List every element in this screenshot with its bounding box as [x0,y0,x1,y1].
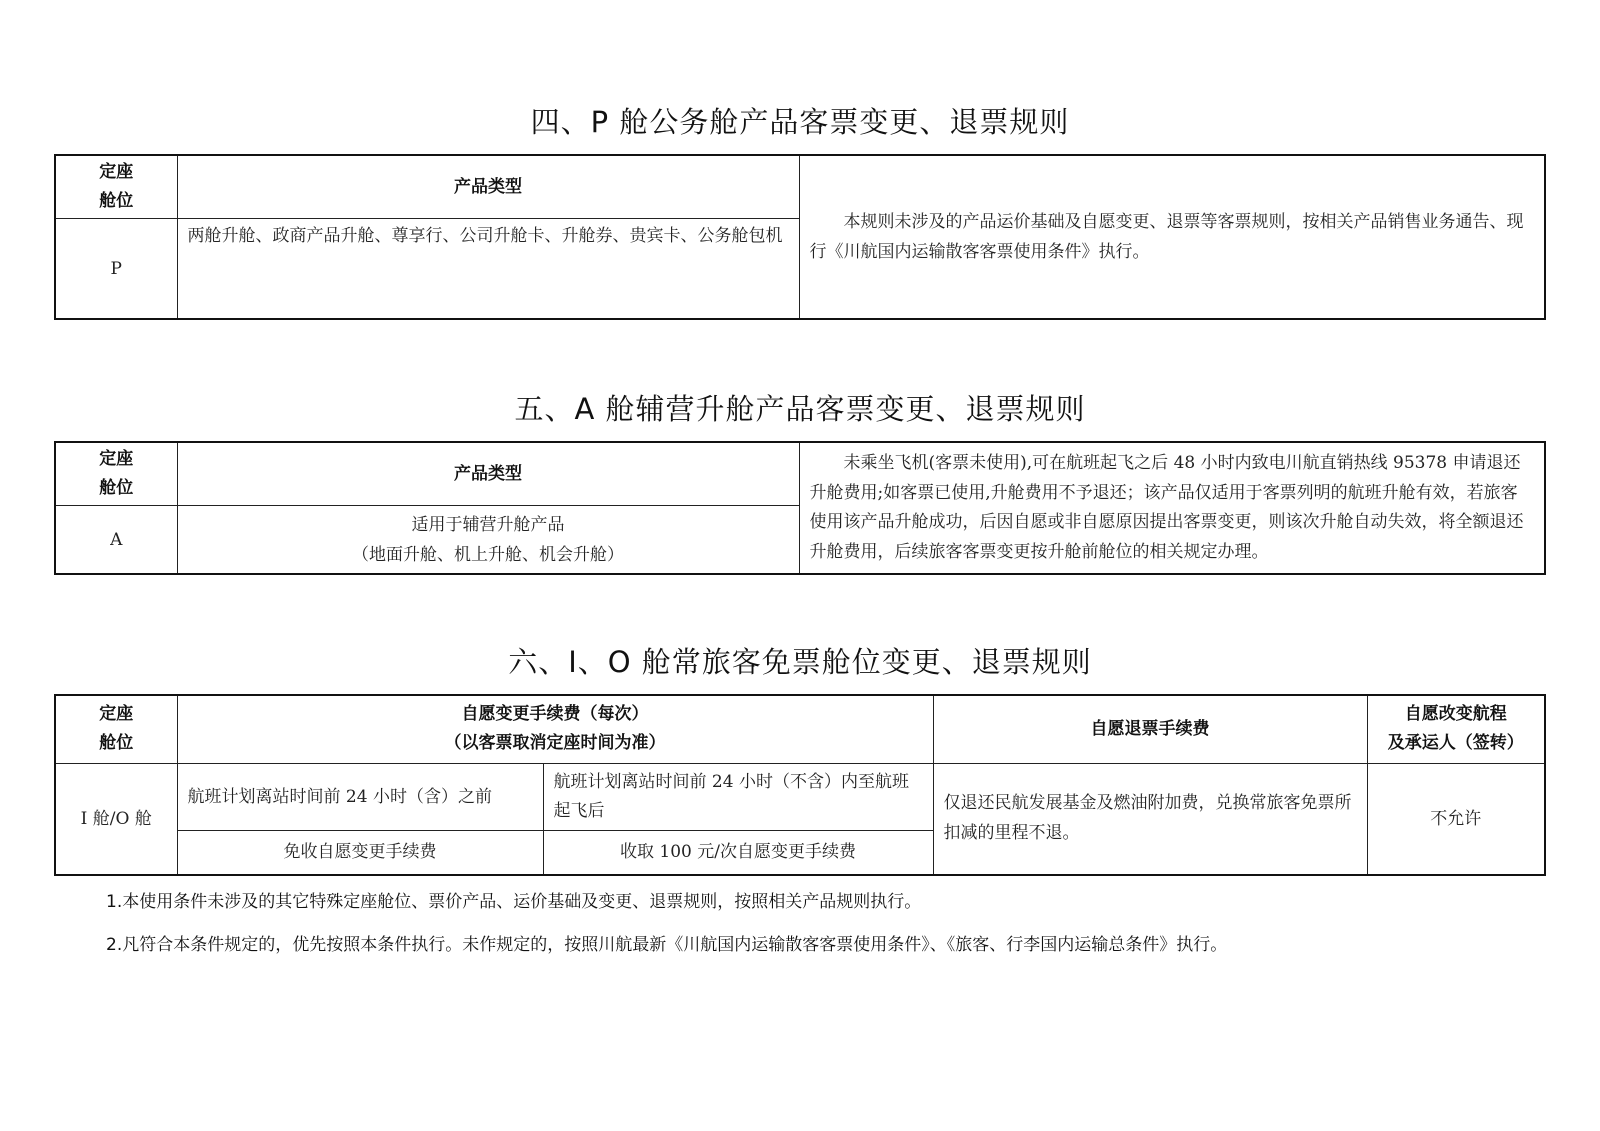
period-within-24h: 航班计划离站时间前 24 小时（不含）内至航班起飞后 [543,763,933,830]
period-before-24h: 航班计划离站时间前 24 小时（含）之前 [177,763,543,830]
header-seat-class: 定座 舱位 [55,155,177,219]
header-product-type: 产品类型 [177,155,799,219]
product-type-line1: 适用于辅营升舱产品 [411,514,565,535]
header-product-type: 产品类型 [177,442,799,506]
section4-rule-text: 本规则未涉及的产品运价基础及自愿变更、退票等客票规则，按相关产品销售业务通告、现行《川航国内运输散客客票使用条件》执行。 [799,155,1545,319]
product-type-cell: 两舱升舱、政商产品升舱、尊享行、公司升舱卡、升舱券、贵宾卡、公务舱包机 [177,219,799,320]
seat-class-cell: A [55,506,177,575]
section5-title: 五、A 舱辅营升舱产品客票变更、退票规则 [514,392,1086,426]
section5-rule-text: 未乘坐飞机(客票未使用),可在航班起飞之后 48 小时内致电川航直销热线 95378 申请退还升舱费用;如客票已使用,升舱费用不予退还；该产品仅适用于客票列明的航班升舱有效，若旅客使用该产品升舱成功，后因自愿或非自愿原因提出客票变更，则该次升舱自动失效，将全额退还升舱费用，后续旅客客票变更按升舱前舱位的相关规定办理。 [799,442,1545,574]
fee-before-24h: 免收自愿变更手续费 [177,830,543,875]
section4-table [54,154,1546,320]
section4-title: 四、P 舱公务舱产品客票变更、退票规则 [530,105,1070,139]
product-type-cell [177,506,799,575]
product-type-line2: （地面升舱、机上升舱、机会升舱） [352,544,624,565]
header-refund-fee: 自愿退票手续费 [933,695,1367,763]
section5-table [54,441,1546,575]
notes [106,887,1556,973]
header-seat-class: 定座 舱位 [55,442,177,506]
section6-table [54,694,1546,876]
endorsement-cell: 不允许 [1367,763,1545,875]
seat-class-cell: P [55,219,177,320]
refund-fee-cell: 仅退还民航发展基金及燃油附加费，兑换常旅客免票所扣减的里程不退。 [933,763,1367,875]
section6-title: 六、I、O 舱常旅客免票舱位变更、退票规则 [508,645,1092,679]
header-change-fee [177,695,933,763]
fee-within-24h: 收取 100 元/次自愿变更手续费 [543,830,933,875]
header-change-fee-line2: （以客票取消定座时间为准） [444,733,666,754]
seat-class-cell: I 舱/O 舱 [55,763,177,875]
header-seat-class: 定座 舱位 [55,695,177,763]
note-1: 1.本使用条件未涉及的其它特殊定座舱位、票价产品、运价基础及变更、退票规则，按照相关产品规则执行。 [106,892,922,912]
header-endorsement: 自愿改变航程 及承运人（签转） [1367,695,1545,763]
header-change-fee-line1: 自愿变更手续费（每次） [461,704,649,725]
note-2: 2.凡符合本条件规定的，优先按照本条件执行。未作规定的，按照川航最新《川航国内运输散客客票使用条件》、《旅客、行李国内运输总条件》执行。 [106,935,1228,955]
